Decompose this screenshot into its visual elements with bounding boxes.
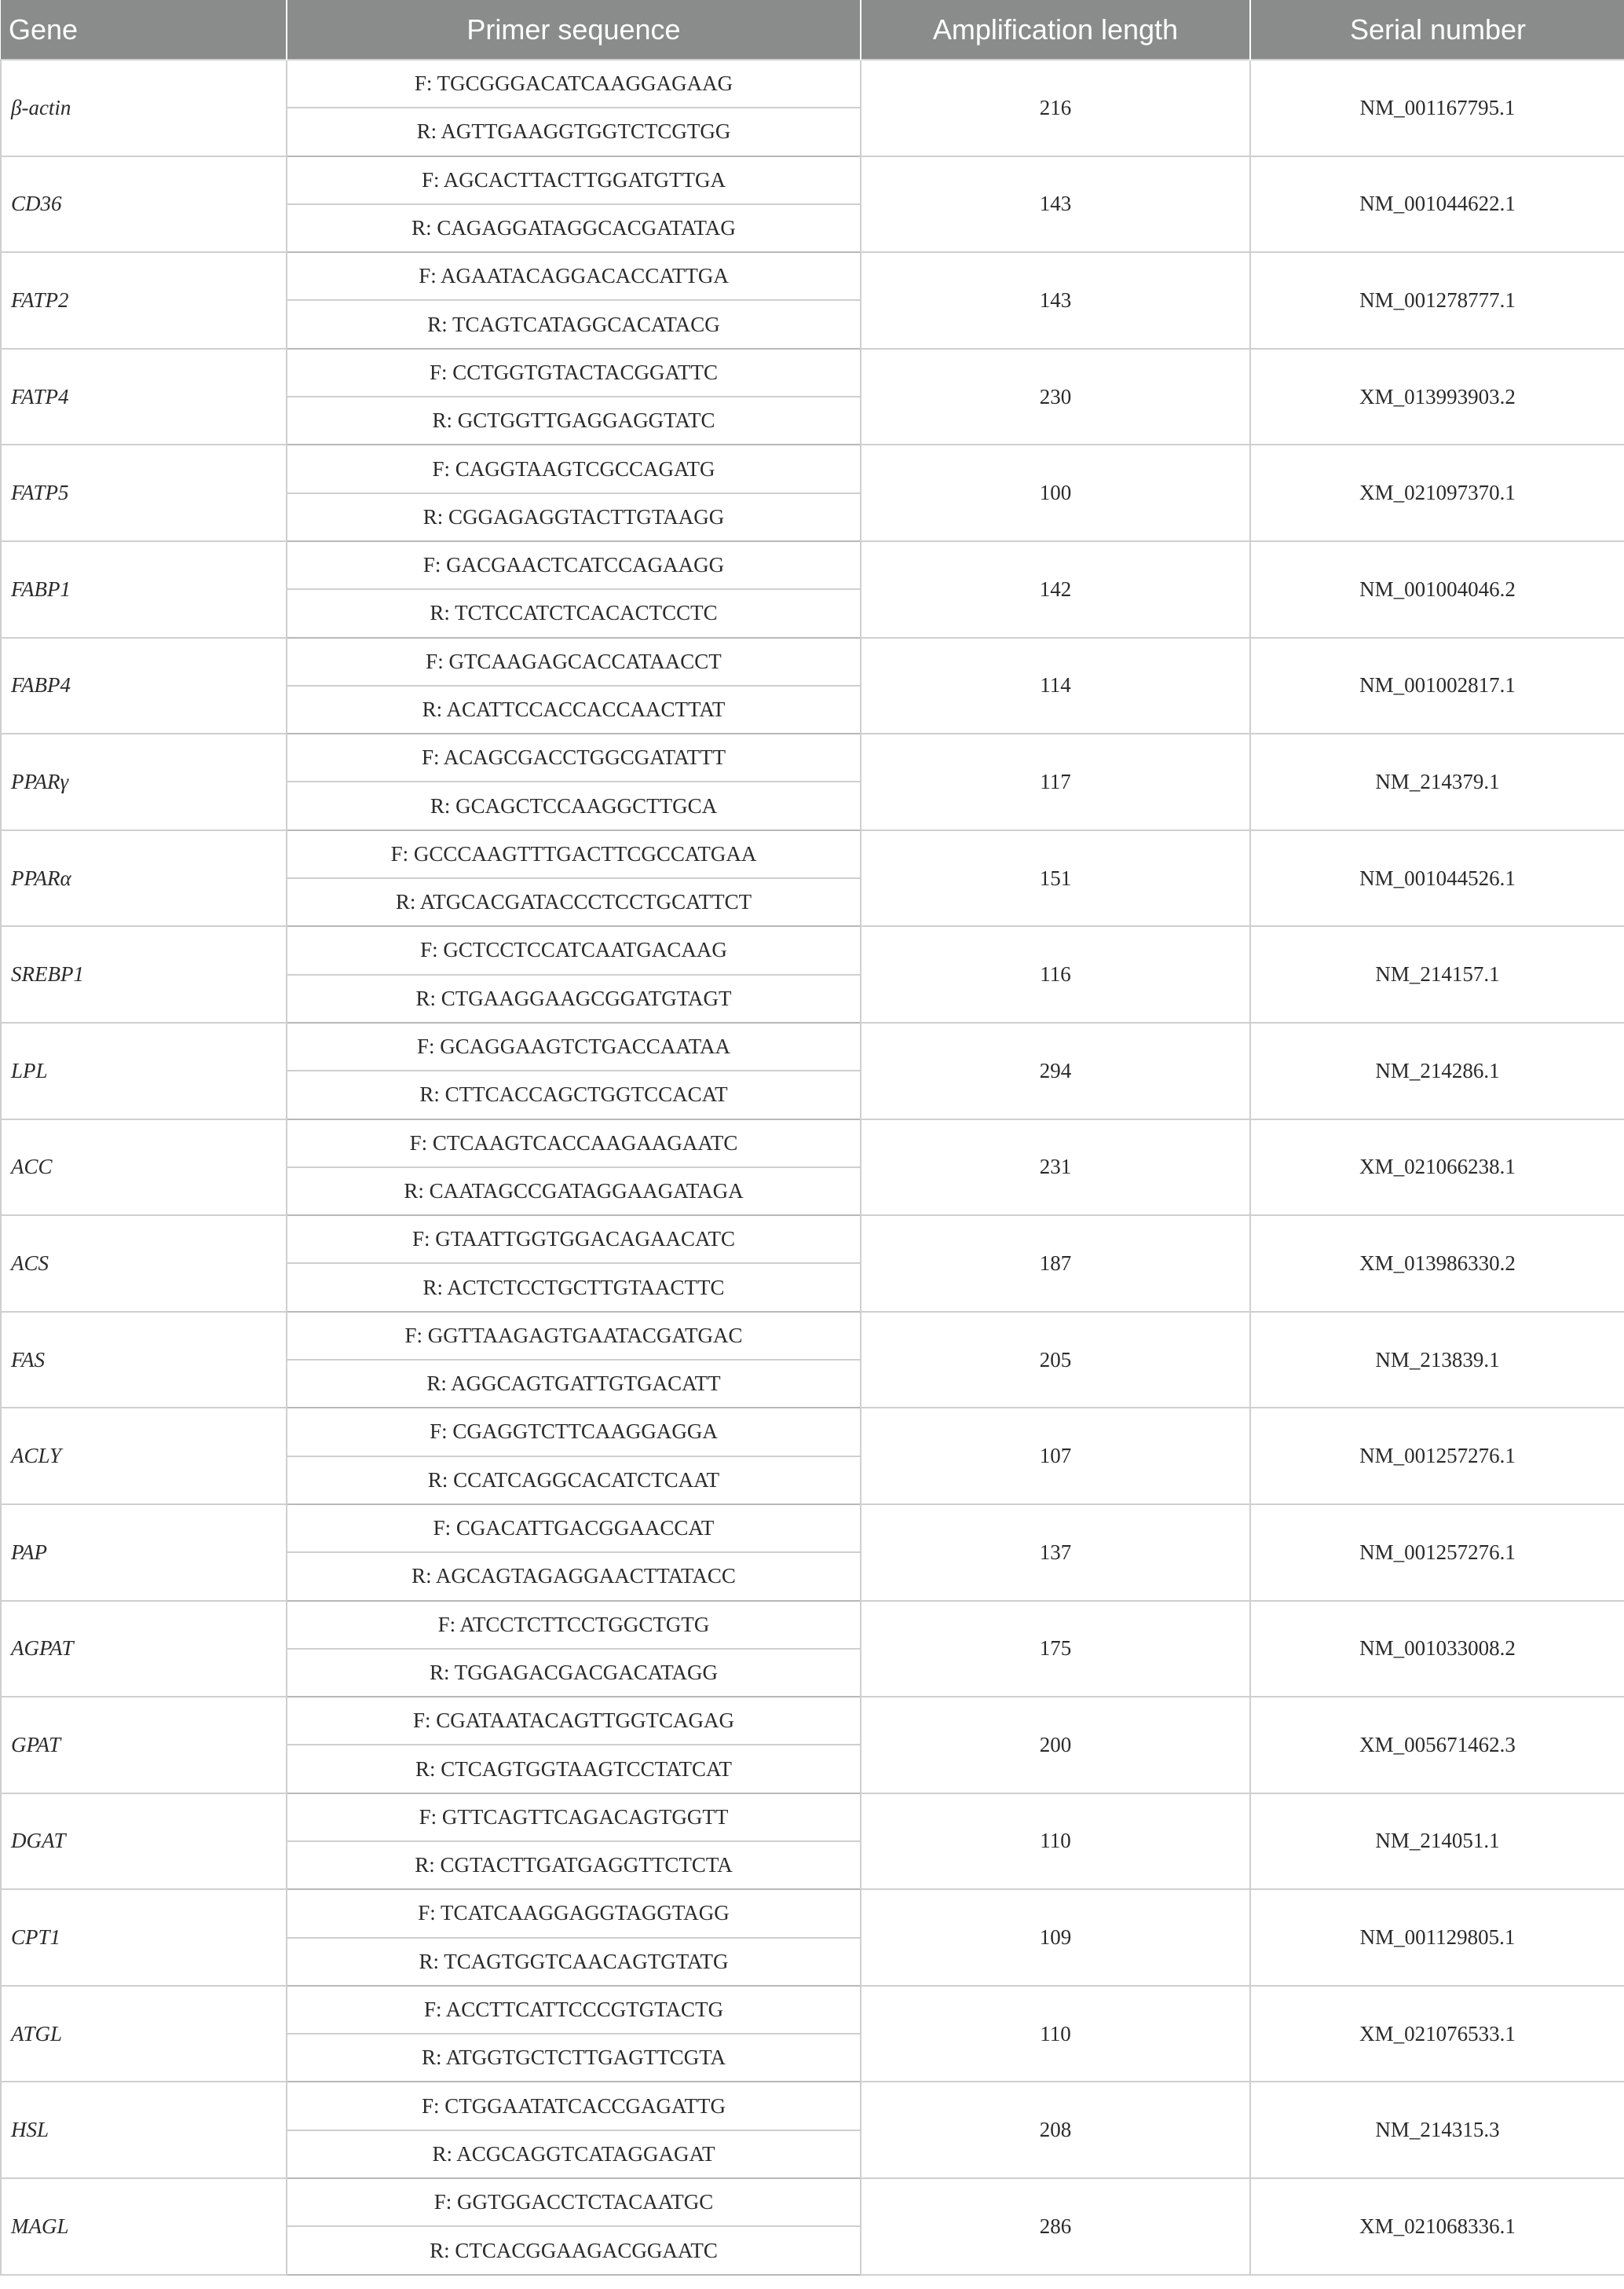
table-row xyxy=(1,445,1624,493)
forward-primer-cell: F: AGCACTTACTTGGATGTTGA xyxy=(287,156,861,204)
gene-cell: AGPAT xyxy=(1,1601,287,1698)
table-row xyxy=(1,156,1624,204)
reverse-primer-cell: R: AGCAGTAGAGGAACTTATACC xyxy=(287,1552,861,1600)
amplification-length-cell: 231 xyxy=(861,1119,1250,1216)
forward-primer-cell: F: TCATCAAGGAGGTAGGTAGG xyxy=(287,1889,861,1937)
forward-primer-cell: F: GCCCAAGTTTGACTTCGCCATGAA xyxy=(287,830,861,878)
gene-cell: ACLY xyxy=(1,1408,287,1504)
forward-primer-cell: F: CGAGGTCTTCAAGGAGGA xyxy=(287,1408,861,1456)
table-row xyxy=(1,1215,1624,1263)
serial-number-cell: NM_214051.1 xyxy=(1250,1793,1624,1890)
reverse-primer-cell: R: CGTACTTGATGAGGTTCTCTA xyxy=(287,1841,861,1889)
table-row xyxy=(1,1312,1624,1360)
amplification-length-cell: 205 xyxy=(861,1312,1250,1408)
table-row xyxy=(1,252,1624,300)
forward-primer-cell: F: CTGGAATATCACCGAGATTG xyxy=(287,2082,861,2130)
gene-cell: PPARα xyxy=(1,830,287,927)
reverse-primer-cell: R: GCAGCTCCAAGGCTTGCA xyxy=(287,782,861,830)
gene-cell: FABP4 xyxy=(1,638,287,734)
forward-primer-cell: F: CAGGTAAGTCGCCAGATG xyxy=(287,445,861,493)
forward-primer-cell: F: GGTTAAGAGTGAATACGATGAC xyxy=(287,1312,861,1360)
forward-primer-cell: F: AGAATACAGGACACCATTGA xyxy=(287,252,861,300)
serial-number-cell: XM_013993903.2 xyxy=(1250,349,1624,445)
table-row xyxy=(1,60,1624,108)
table-row xyxy=(1,1986,1624,2034)
reverse-primer-cell: R: CTCAGTGGTAAGTCCTATCAT xyxy=(287,1745,861,1793)
serial-number-cell: NM_001257276.1 xyxy=(1250,1408,1624,1504)
serial-number-cell: XM_021066238.1 xyxy=(1250,1119,1624,1216)
table-row xyxy=(1,830,1624,878)
table-row xyxy=(1,1889,1624,1937)
forward-primer-cell: F: GTCAAGAGCACCATAACCT xyxy=(287,638,861,686)
gene-cell: β-actin xyxy=(1,60,287,156)
table-row xyxy=(1,2178,1624,2226)
serial-number-cell: NM_213839.1 xyxy=(1250,1312,1624,1408)
gene-cell: PAP xyxy=(1,1504,287,1601)
amplification-length-cell: 175 xyxy=(861,1601,1250,1698)
reverse-primer-cell: R: CCATCAGGCACATCTCAAT xyxy=(287,1456,861,1504)
reverse-primer-cell: R: CAGAGGATAGGCACGATATAG xyxy=(287,204,861,252)
table-row xyxy=(1,1119,1624,1167)
amplification-length-cell: 110 xyxy=(861,1793,1250,1890)
serial-number-cell: NM_001044622.1 xyxy=(1250,156,1624,253)
serial-number-cell: NM_001044526.1 xyxy=(1250,830,1624,927)
forward-primer-cell: F: ATCCTCTTCCTGGCTGTG xyxy=(287,1601,861,1649)
serial-number-cell: NM_001257276.1 xyxy=(1250,1504,1624,1601)
header-primer-sequence: Primer sequence xyxy=(287,0,861,60)
amplification-length-cell: 143 xyxy=(861,252,1250,349)
table-header xyxy=(1,0,1624,60)
amplification-length-cell: 143 xyxy=(861,156,1250,253)
amplification-length-cell: 114 xyxy=(861,638,1250,734)
serial-number-cell: XM_013986330.2 xyxy=(1250,1215,1624,1312)
amplification-length-cell: 109 xyxy=(861,1889,1250,1986)
serial-number-cell: NM_214157.1 xyxy=(1250,926,1624,1023)
amplification-length-cell: 117 xyxy=(861,734,1250,830)
table-row xyxy=(1,926,1624,974)
header-amplification-length: Amplification length xyxy=(861,0,1250,60)
serial-number-cell: NM_214315.3 xyxy=(1250,2082,1624,2178)
forward-primer-cell: F: CTCAAGTCACCAAGAAGAATC xyxy=(287,1119,861,1167)
serial-number-cell: XM_021068336.1 xyxy=(1250,2178,1624,2275)
serial-number-cell: XM_005671462.3 xyxy=(1250,1697,1624,1793)
forward-primer-cell: F: GTTCAGTTCAGACAGTGGTT xyxy=(287,1793,861,1841)
reverse-primer-cell: R: TCAGTCATAGGCACATACG xyxy=(287,300,861,348)
forward-primer-cell: F: ACCTTCATTCCCGTGTACTG xyxy=(287,1986,861,2034)
gene-cell: HSL xyxy=(1,2082,287,2178)
forward-primer-cell: F: GCTCCTCCATCAATGACAAG xyxy=(287,926,861,974)
forward-primer-cell: F: GTAATTGGTGGACAGAACATC xyxy=(287,1215,861,1263)
amplification-length-cell: 230 xyxy=(861,349,1250,445)
gene-cell: ACC xyxy=(1,1119,287,1216)
serial-number-cell: NM_214286.1 xyxy=(1250,1023,1624,1119)
forward-primer-cell: F: ACAGCGACCTGGCGATATTT xyxy=(287,734,861,782)
serial-number-cell: NM_001002817.1 xyxy=(1250,638,1624,734)
reverse-primer-cell: R: ACATTCCACCACCAACTTAT xyxy=(287,686,861,734)
reverse-primer-cell: R: TGGAGACGACGACATAGG xyxy=(287,1649,861,1697)
table-row xyxy=(1,1601,1624,1649)
gene-cell: FATP2 xyxy=(1,252,287,349)
reverse-primer-cell: R: AGTTGAAGGTGGTCTCGTGG xyxy=(287,108,861,156)
serial-number-cell: NM_001129805.1 xyxy=(1250,1889,1624,1986)
amplification-length-cell: 216 xyxy=(861,60,1250,156)
amplification-length-cell: 137 xyxy=(861,1504,1250,1601)
forward-primer-cell: F: CCTGGTGTACTACGGATTC xyxy=(287,349,861,397)
table-row xyxy=(1,1793,1624,1841)
amplification-length-cell: 286 xyxy=(861,2178,1250,2275)
gene-cell: FATP5 xyxy=(1,445,287,541)
serial-number-cell: NM_001278777.1 xyxy=(1250,252,1624,349)
reverse-primer-cell: R: GCTGGTTGAGGAGGTATC xyxy=(287,397,861,445)
table-row xyxy=(1,1697,1624,1745)
table-row xyxy=(1,1023,1624,1071)
gene-cell: GPAT xyxy=(1,1697,287,1793)
reverse-primer-cell: R: CTCACGGAAGACGGAATC xyxy=(287,2226,861,2274)
forward-primer-cell: F: GCAGGAAGTCTGACCAATAA xyxy=(287,1023,861,1071)
forward-primer-cell: F: CGATAATACAGTTGGTCAGAG xyxy=(287,1697,861,1745)
gene-cell: PPARγ xyxy=(1,734,287,830)
serial-number-cell: XM_021076533.1 xyxy=(1250,1986,1624,2082)
amplification-length-cell: 187 xyxy=(861,1215,1250,1312)
amplification-length-cell: 110 xyxy=(861,1986,1250,2082)
header-serial-number: Serial number xyxy=(1250,0,1624,60)
serial-number-cell: XM_021097370.1 xyxy=(1250,445,1624,541)
reverse-primer-cell: R: CAATAGCCGATAGGAAGATAGA xyxy=(287,1167,861,1215)
serial-number-cell: NM_001167795.1 xyxy=(1250,60,1624,156)
reverse-primer-cell: R: CTGAAGGAAGCGGATGTAGT xyxy=(287,975,861,1023)
reverse-primer-cell: R: ATGGTGCTCTTGAGTTCGTA xyxy=(287,2034,861,2082)
serial-number-cell: NM_001004046.2 xyxy=(1250,541,1624,638)
gene-cell: SREBP1 xyxy=(1,926,287,1023)
table-row xyxy=(1,2082,1624,2130)
reverse-primer-cell: R: ATGCACGATACCCTCCTGCATTCT xyxy=(287,878,861,926)
gene-cell: DGAT xyxy=(1,1793,287,1890)
amplification-length-cell: 100 xyxy=(861,445,1250,541)
header-gene: Gene xyxy=(1,0,287,60)
gene-cell: MAGL xyxy=(1,2178,287,2275)
gene-cell: ATGL xyxy=(1,1986,287,2082)
gene-cell: CD36 xyxy=(1,156,287,253)
header-row xyxy=(1,0,1624,60)
gene-cell: FAS xyxy=(1,1312,287,1408)
gene-cell: FATP4 xyxy=(1,349,287,445)
table-row xyxy=(1,1504,1624,1552)
gene-cell: ACS xyxy=(1,1215,287,1312)
reverse-primer-cell: R: ACTCTCCTGCTTGTAACTTC xyxy=(287,1263,861,1311)
amplification-length-cell: 142 xyxy=(861,541,1250,638)
forward-primer-cell: F: GACGAACTCATCCAGAAGG xyxy=(287,541,861,589)
reverse-primer-cell: R: CTTCACCAGCTGGTCCACAT xyxy=(287,1071,861,1119)
amplification-length-cell: 107 xyxy=(861,1408,1250,1504)
amplification-length-cell: 200 xyxy=(861,1697,1250,1793)
reverse-primer-cell: R: AGGCAGTGATTGTGACATT xyxy=(287,1360,861,1408)
table-row xyxy=(1,734,1624,782)
forward-primer-cell: F: TGCGGGACATCAAGGAGAAG xyxy=(287,60,861,108)
amplification-length-cell: 151 xyxy=(861,830,1250,927)
table-body xyxy=(1,60,1624,2275)
gene-cell: LPL xyxy=(1,1023,287,1119)
table-row xyxy=(1,541,1624,589)
serial-number-cell: NM_214379.1 xyxy=(1250,734,1624,830)
reverse-primer-cell: R: TCTCCATCTCACACTCCTC xyxy=(287,589,861,637)
amplification-length-cell: 294 xyxy=(861,1023,1250,1119)
table-row xyxy=(1,349,1624,397)
gene-cell: CPT1 xyxy=(1,1889,287,1986)
forward-primer-cell: F: CGACATTGACGGAACCAT xyxy=(287,1504,861,1552)
reverse-primer-cell: R: ACGCAGGTCATAGGAGAT xyxy=(287,2130,861,2178)
table-row xyxy=(1,638,1624,686)
amplification-length-cell: 116 xyxy=(861,926,1250,1023)
reverse-primer-cell: R: TCAGTGGTCAACAGTGTATG xyxy=(287,1938,861,1986)
reverse-primer-cell: R: CGGAGAGGTACTTGTAAGG xyxy=(287,493,861,541)
gene-cell: FABP1 xyxy=(1,541,287,638)
amplification-length-cell: 208 xyxy=(861,2082,1250,2178)
serial-number-cell: NM_001033008.2 xyxy=(1250,1601,1624,1698)
table-row xyxy=(1,1408,1624,1456)
forward-primer-cell: F: GGTGGACCTCTACAATGC xyxy=(287,2178,861,2226)
